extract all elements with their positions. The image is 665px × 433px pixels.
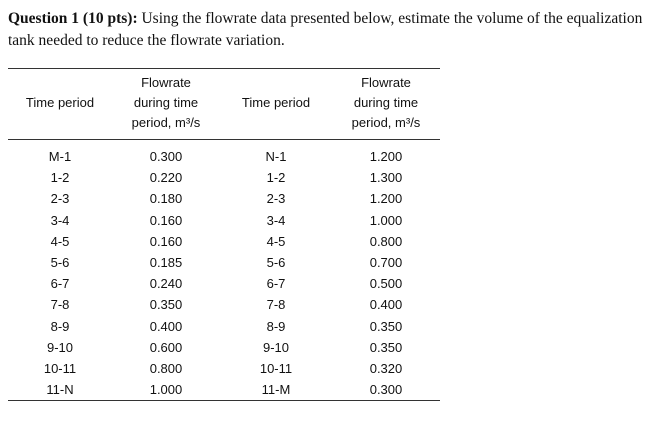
time-period-cell: 5-6 [266,255,286,271]
header-time-period-2: Time period [241,95,311,110]
table-row [8,273,440,294]
header-flowrate-2-line2: during time [353,95,419,110]
time-period-cell: 1-2 [266,170,286,186]
header-flowrate-2-line1: Flowrate [361,75,411,90]
time-period-cell: 5-6 [50,255,70,271]
flowrate-cell: 0.220 [149,170,183,186]
time-period-cell: 11-N [46,382,74,398]
table-row [8,358,440,379]
question-label: Question 1 (10 pts): [8,10,138,27]
time-period-cell: 10-11 [43,360,77,376]
question-body: Using the flowrate data presented below, estimate the volume of the equalization tank needed to reduce the flowrate variation. [8,10,643,49]
question-text [8,8,658,52]
time-period-cell: 9-10 [46,339,74,355]
flowrate-cell: 1.000 [149,382,183,398]
header-flowrate-2-line3: period, m³/s [351,115,421,130]
flowrate-cell: 1.200 [369,149,403,165]
time-period-cell: 9-10 [262,339,290,355]
header-flowrate-1-line1: Flowrate [141,75,191,90]
time-period-cell: 6-7 [266,276,286,292]
table-row [8,231,440,252]
flowrate-cell: 0.300 [149,149,183,165]
flowrate-cell: 0.185 [149,255,183,271]
table-body [8,140,440,401]
time-period-cell: 10-11 [259,360,293,376]
flowrate-cell: 1.300 [369,170,403,186]
flowrate-cell: 0.240 [149,276,183,292]
table-row [8,167,440,188]
time-period-cell: 7-8 [266,297,286,313]
flowrate-cell: 0.700 [369,255,403,271]
flowrate-cell: 0.350 [149,297,183,313]
table-row [8,316,440,337]
header-flowrate-1-line2: during time [133,95,199,110]
time-period-cell: 4-5 [266,233,286,249]
flowrate-cell: 0.180 [149,191,183,207]
time-period-cell: M-1 [48,149,72,165]
flowrate-cell: 0.400 [149,318,183,334]
time-period-cell: 11-M [261,382,291,398]
table-row [8,294,440,315]
table-row [8,140,440,168]
header-flowrate-1 [112,69,220,140]
flowrate-cell: 0.350 [369,339,403,355]
flowrate-cell: 0.800 [149,360,183,376]
time-period-cell: 2-3 [266,191,286,207]
flowrate-cell: 0.160 [149,233,183,249]
table-header [8,69,440,140]
flowrate-cell: 1.000 [369,212,403,228]
flowrate-cell: 0.300 [369,382,403,398]
table-row [8,210,440,231]
header-flowrate-1-line3: period, m³/s [131,115,201,130]
table-row [8,188,440,209]
time-period-cell: 1-2 [50,170,70,186]
flowrate-cell: 1.200 [369,191,403,207]
flowrate-cell: 0.350 [369,318,403,334]
time-period-cell: 8-9 [50,318,70,334]
table-row [8,337,440,358]
time-period-cell: 6-7 [50,276,70,292]
table-row [8,379,440,401]
flowrate-cell: 0.400 [369,297,403,313]
time-period-cell: 3-4 [50,212,70,228]
table-row [8,252,440,273]
time-period-cell: 7-8 [50,297,70,313]
time-period-cell: 3-4 [266,212,286,228]
flowrate-cell: 0.160 [149,212,183,228]
header-time-period-1: Time period [25,95,95,110]
flowrate-cell: 0.600 [149,339,183,355]
header-flowrate-2 [332,69,440,140]
time-period-cell: N-1 [265,149,287,165]
time-period-cell: 4-5 [50,233,70,249]
flowrate-cell: 0.320 [369,360,403,376]
flowrate-cell: 0.500 [369,276,403,292]
time-period-cell: 2-3 [50,191,70,207]
flowrate-cell: 0.800 [369,233,403,249]
time-period-cell: 8-9 [266,318,286,334]
flowrate-table [8,68,440,401]
